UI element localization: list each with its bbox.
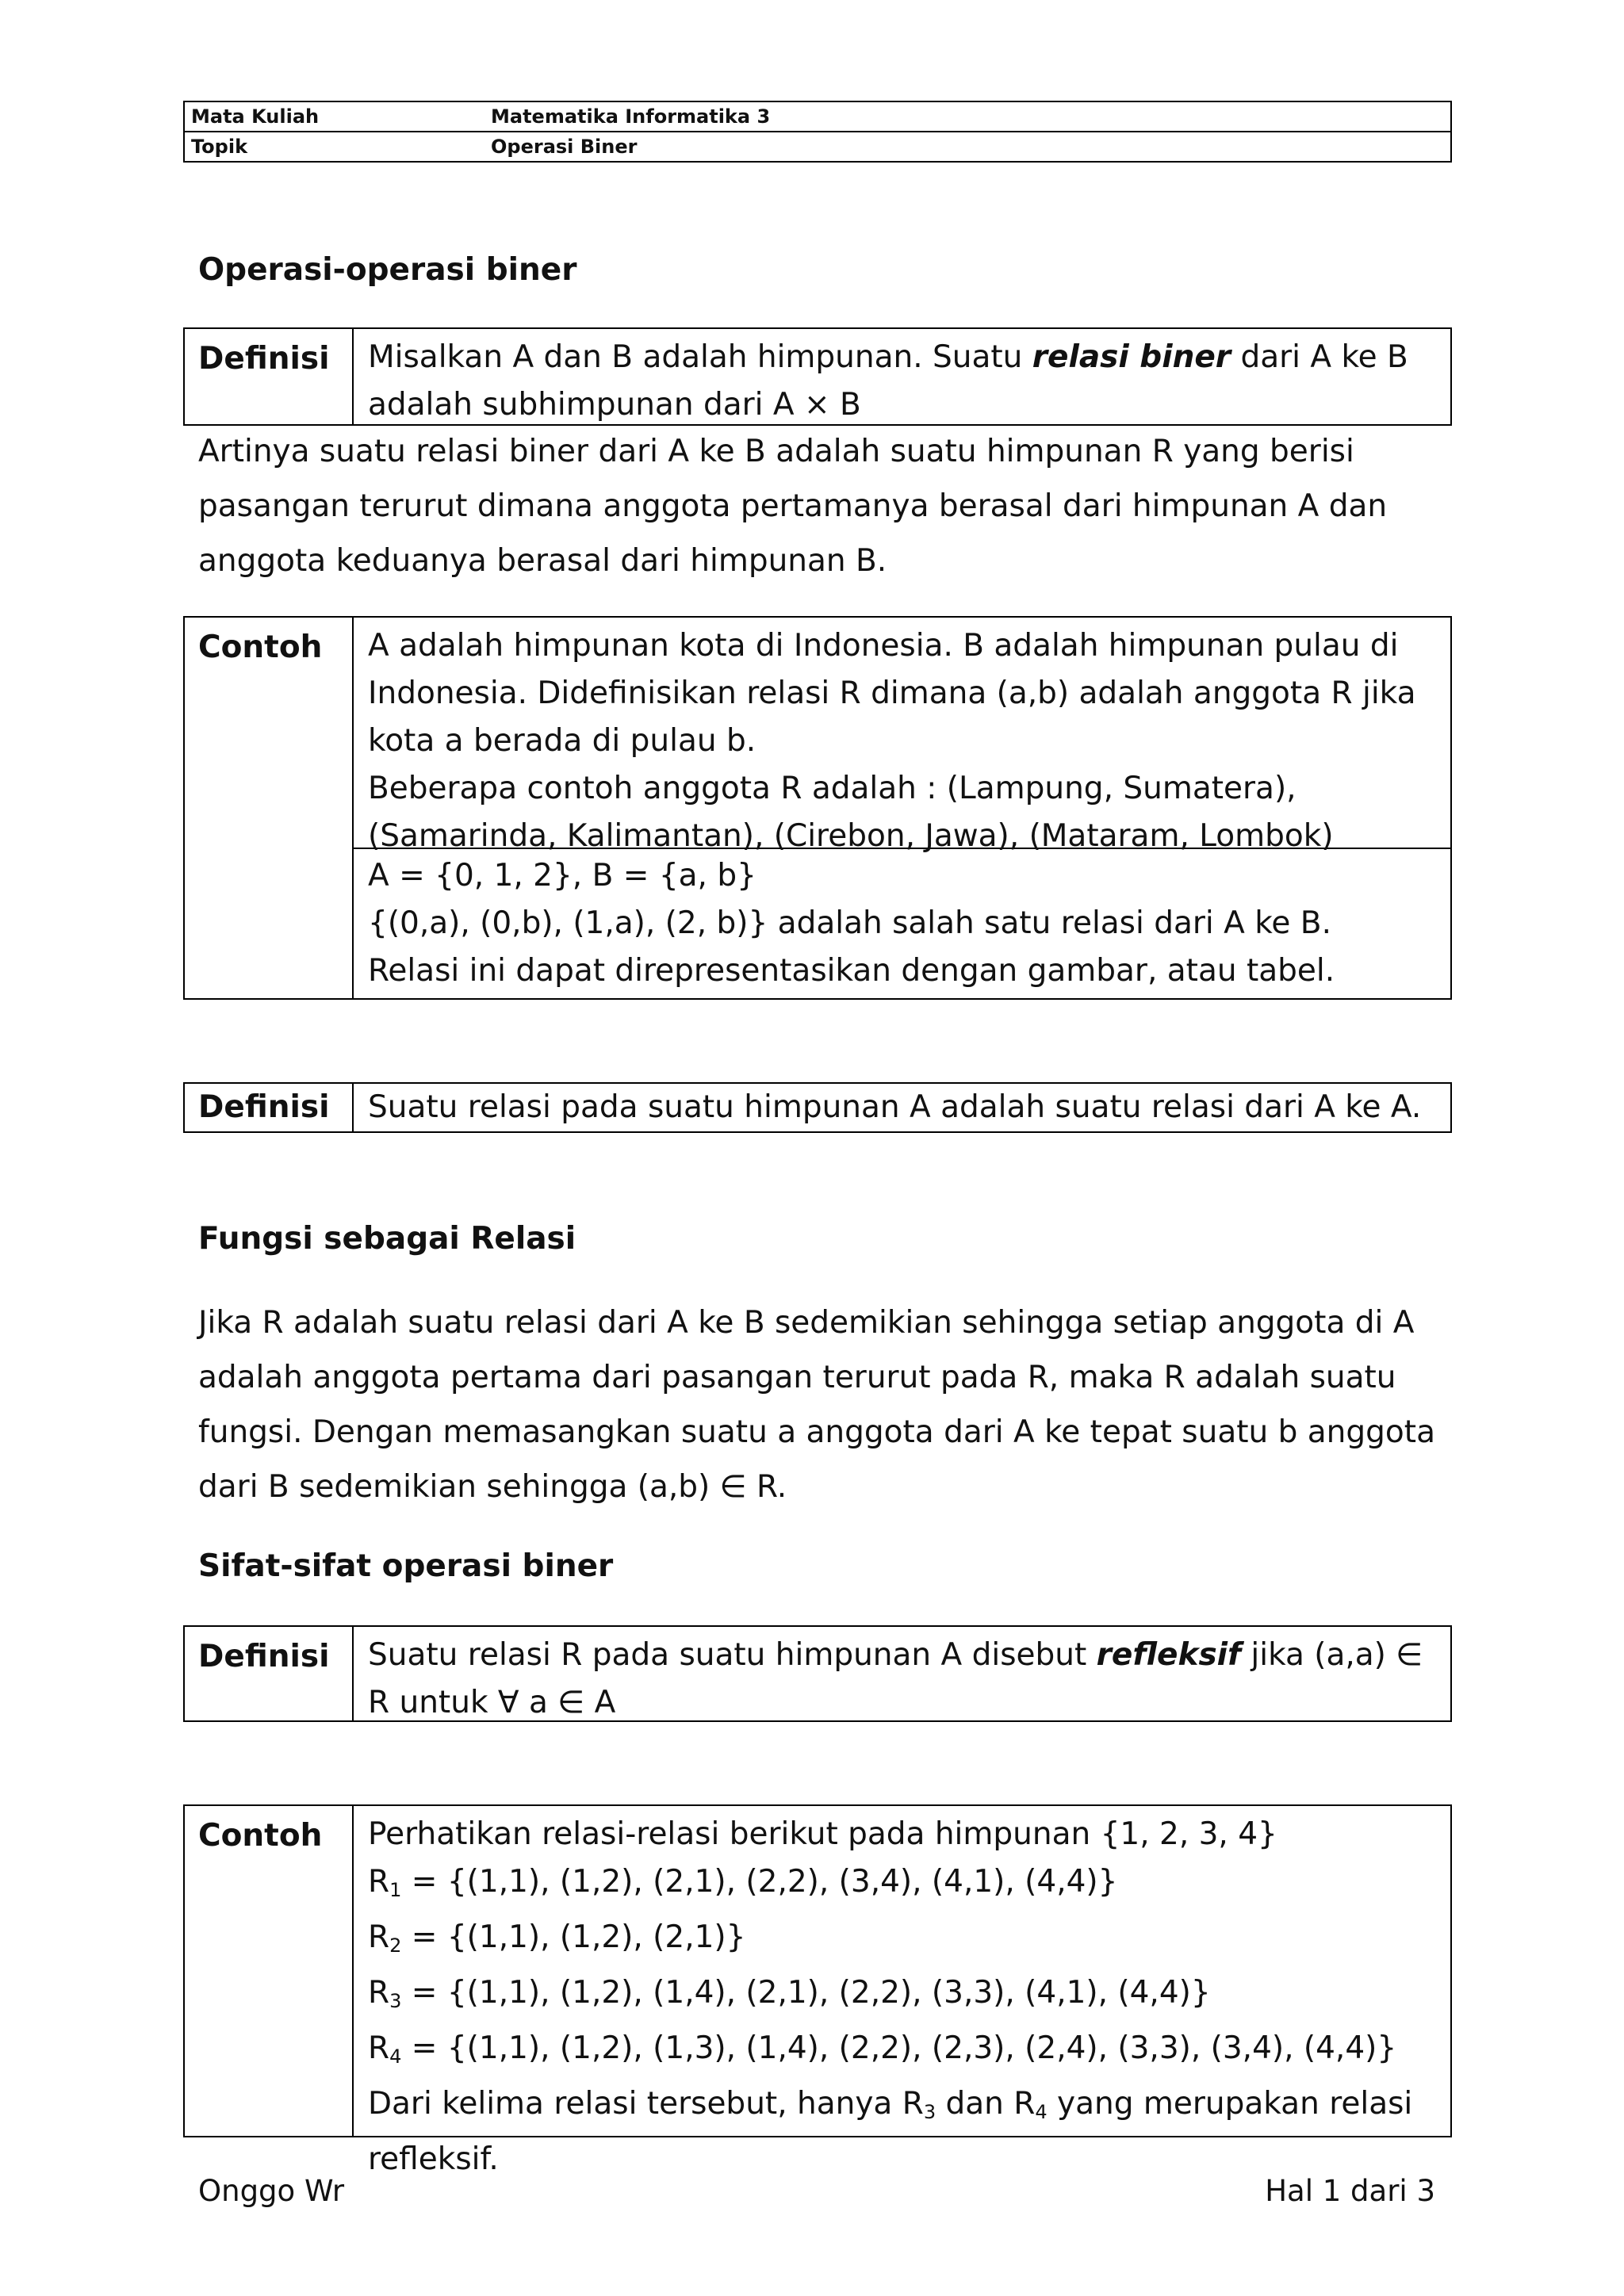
definition-text: Suatu relasi R pada suatu himpunan A disebut [368,1637,1097,1673]
definition-term: relasi biner [1032,339,1231,375]
relation-line: $R_1 = \{(1,1)$, (1,2), (2,1), (2,2), (3,4), (4,1), (4,4)} [368,1864,1118,1901]
relation-line: $R_3 = \{(1,1)$, (1,2), (1,4), (2,1), (2,2), (3,3), (4,1), (4,4)} [368,1975,1211,2012]
definition-term: refleksif [1096,1637,1241,1673]
definition-box-relasi-himpunan [183,1082,1452,1133]
example-line: A = {0, 1, 2}, B = {a, b} [368,858,756,894]
example-line: Relasi ini dapat direpresentasikan dengan gambar, atau tabel. [368,953,1335,989]
explanation-paragraph: Artinya suatu relasi biner dari A ke B adalah suatu himpunan R yang berisi pasangan terurut dimana anggota pertamanya berasal dari himpunan A dan anggota keduanya berasal dari himpunan B. [198,434,1388,579]
example-intro: Perhatikan relasi-relasi berikut pada himpunan {1, 2, 3, 4} [368,1816,1277,1852]
example-box-refleksif [183,1804,1452,2177]
header-row-topic [184,132,1451,162]
example-label: Contoh [185,618,354,998]
header-row-course [184,101,1451,132]
example-text: Beberapa contoh anggota R adalah : (Lampung, Sumatera), (Samarinda, Kalimantan), (Cirebon, Jawa), (Mataram, Lombok) [368,771,1334,854]
definition-box-relasi-biner [183,327,1452,426]
definition-content [354,1084,1450,1131]
header-key: Mata Kuliah [184,101,485,132]
definition-text: Misalkan A dan B adalah himpunan. Suatu [368,339,1032,375]
example-text: A adalah himpunan kota di Indonesia. B adalah himpunan pulau di Indonesia. Didefinisikan relasi R dimana (a,b) adalah anggota R jika kota a berada di pulau b. [368,628,1416,759]
definition-label: Definisi [185,1084,354,1131]
header-key: Topik [184,132,485,162]
definition-text: Suatu relasi pada suatu himpunan A adalah suatu relasi dari A ke A. [368,1089,1422,1125]
example-conclusion: Dari kelima relasi tersebut, hanya $R_3$ dan $R_4$ yang merupakan relasi refleksif. [368,2086,1413,2177]
relation-line: $R_2 = \{(1,1)$, (1,2), (2,1)} [368,1919,746,1957]
example-part-cities [354,618,1450,854]
fungsi-paragraph: Jika R adalah suatu relasi dari A ke B sedemikian sehingga setiap anggota di A adalah anggota pertama dari pasangan terurut pada R, maka R adalah suatu fungsi. Dengan memasangkan suatu a anggota dari A ke tepat suatu b anggota dari B sedemikian sehingga (a,b) ∈ R. [198,1305,1435,1505]
relation-line: $R_4 = \{(1,1)$, (1,2), (1,3), (1,4), (2,2), (2,3), (2,4), (3,3), (3,4), (4,4)} [368,2030,1397,2068]
example-content [354,1806,1450,2177]
section-title-operasi-biner: Operasi-operasi biner [198,252,577,288]
definition-text: jika (a,a) ∈ R untuk ∀ a ∈ A [368,1637,1423,1720]
example-label: Contoh [185,1806,354,2136]
definition-label: Definisi [185,1627,354,1720]
definition-content [354,329,1450,424]
example-box-relasi [183,616,1452,1000]
section-title-fungsi: Fungsi sebagai Relasi [198,1221,576,1257]
section-title-sifat: Sifat-sifat operasi biner [198,1548,614,1584]
footer-author: Onggo Wr [198,2174,345,2208]
example-part-sets [354,848,1450,998]
example-line: {(0,a), (0,b), (1,a), (2, b)} adalah salah satu relasi dari A ke B. [368,905,1331,941]
footer-page-number: Hal 1 dari 3 [1265,2174,1435,2208]
definition-label: Definisi [185,329,354,424]
example-content [354,618,1450,998]
definition-box-refleksif [183,1625,1452,1722]
definition-content [354,1627,1450,1720]
header-value: Matematika Informatika 3 [485,101,1451,132]
course-header-table [183,101,1452,163]
header-value: Operasi Biner [485,132,1451,162]
definition-text: dari A ke B adalah subhimpunan dari A × B [368,339,1408,423]
